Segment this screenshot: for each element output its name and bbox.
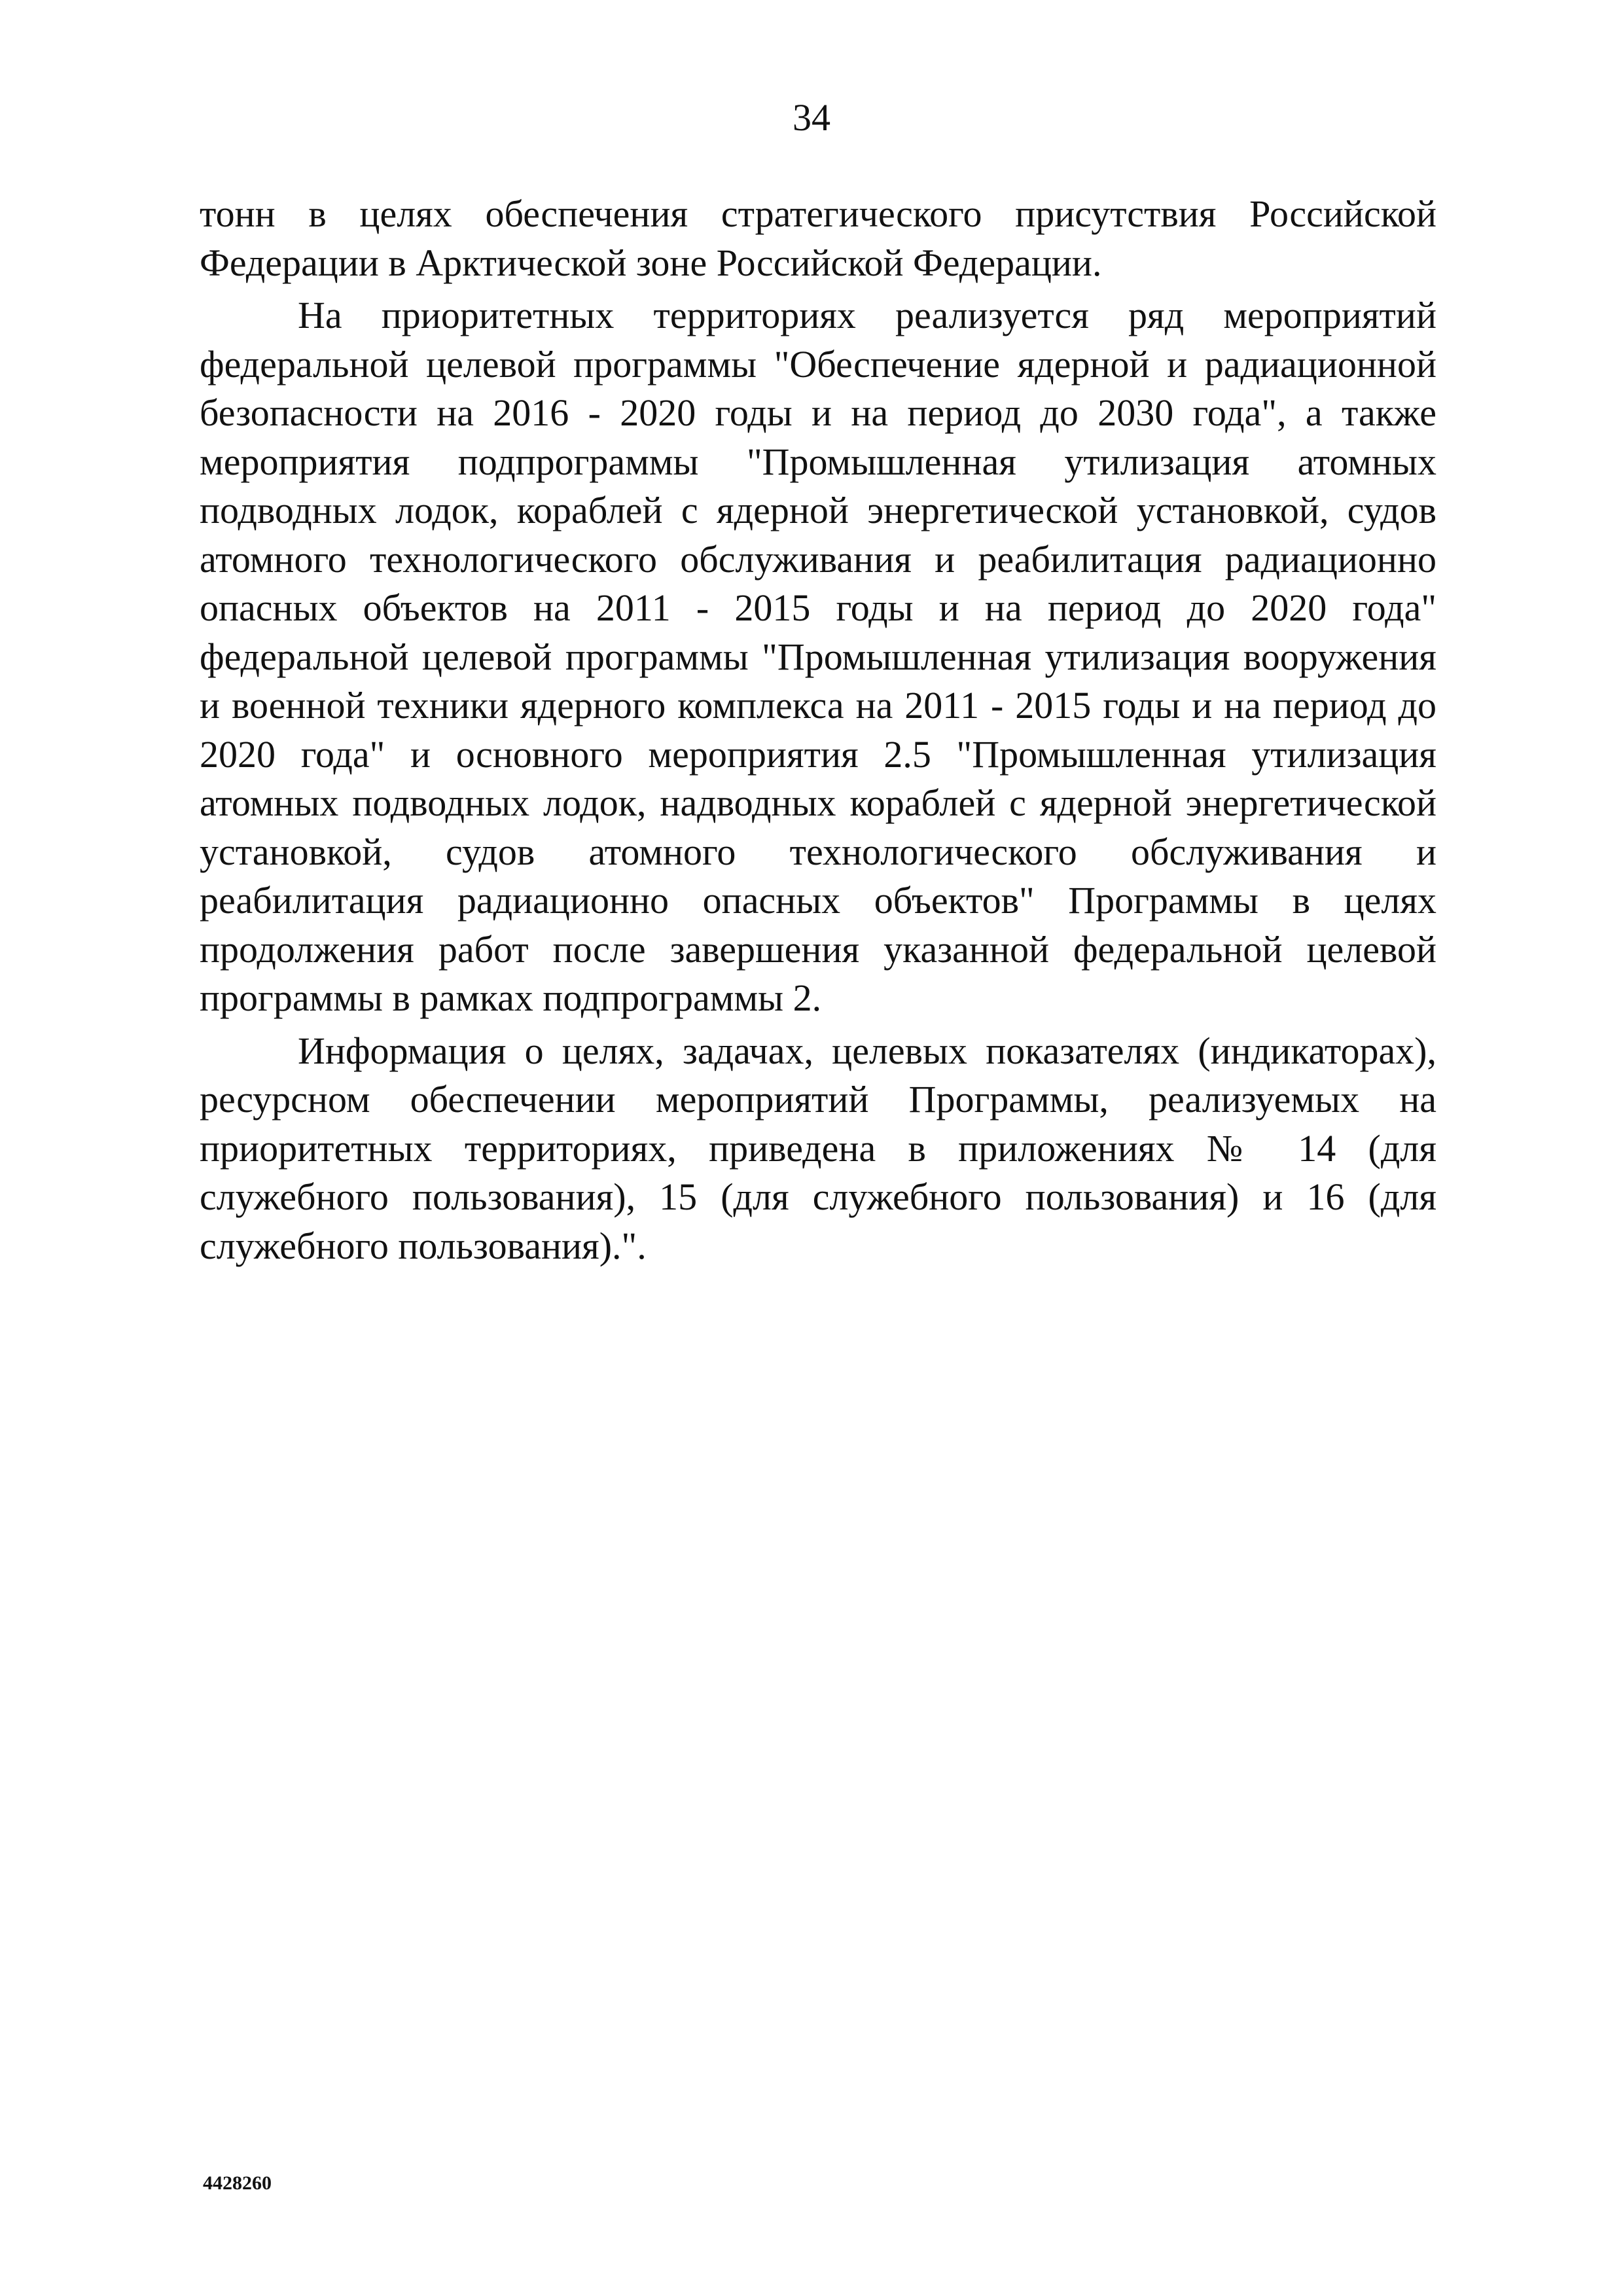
paragraph-priority-territories: На приоритетных территориях реализуется ряд мероприятий федеральной целевой программы "Обеспечение ядерной и радиационной безопасности на 2016 - 2020 годы и на период до 2030 года", а также мероприятия подпрограммы "Промышленная утилизация атомных подводных лодок, кораблей с ядерной энергетической установкой, судов атомного технологического обслуживания и реабилитация радиационно опасных объектов на 2011 - 2015 годы и на период до 2020 года" федеральной целевой программы "Промышленная утилизация вооружения и военной техники ядерного комплекса на 2011 - 2015 годы и на период до 2020 года" и основного мероприятия 2.5 "Промышленная утилизация атомных подводных лодок, надводных кораблей с ядерной энергетической установкой, судов атомного технологического обслуживания и реабилитация радиационно опасных объектов" Программы в целях продолжения работ после завершения указанной федеральной целевой программы в рамках подпрограммы 2.: [200, 294, 1436, 1019]
paragraph-information-appendices: Информация о целях, задачах, целевых показателях (индикаторах), ресурсном обеспечении мероприятий Программы, реализуемых на приоритетных территориях, приведена в приложениях № 14 (для служебного пользования), 15 (для служебного пользования) и 16 (для служебного пользования).".: [200, 1029, 1436, 1267]
document-code: 4428260: [203, 2172, 272, 2194]
document-body: [200, 190, 1436, 1270]
paragraph-continuation: тонн в целях обеспечения стратегического присутствия Российской Федерации в Арктической зоне Российской Федерации.: [200, 192, 1436, 284]
page-number: 34: [793, 96, 830, 139]
